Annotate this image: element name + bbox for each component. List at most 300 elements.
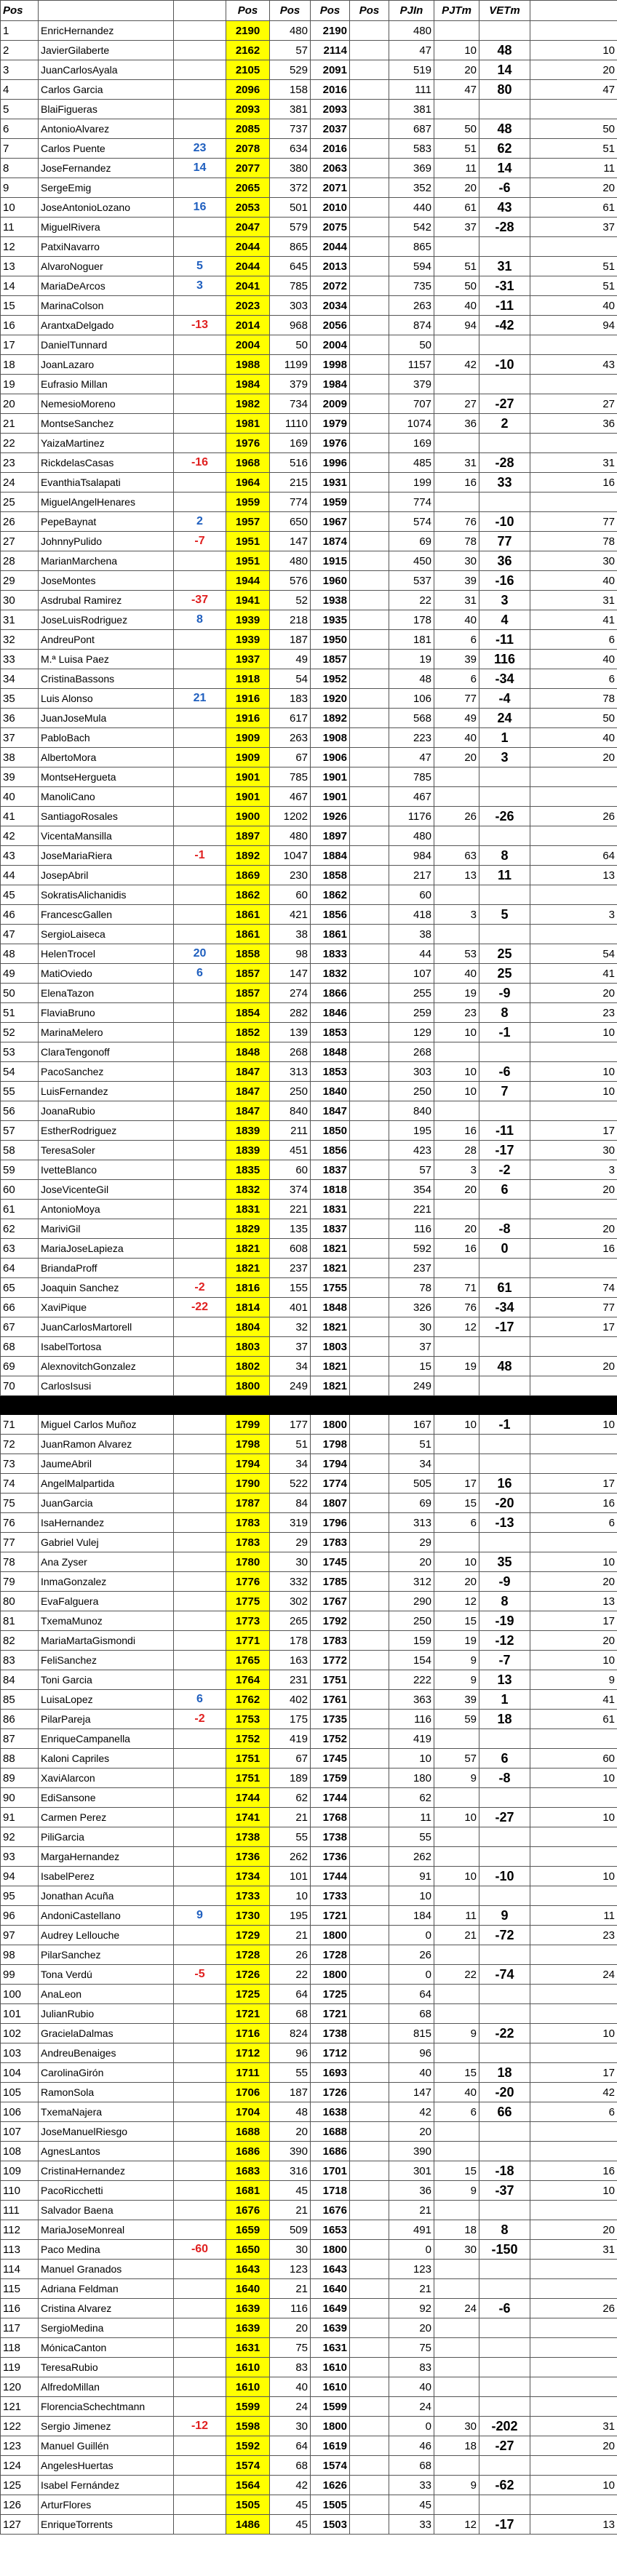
cell-elo: 1741 [226, 1808, 270, 1827]
cell-empty [350, 925, 389, 944]
cell-rank: 27 [1, 532, 39, 551]
cell-pj-total: 10 [530, 2181, 617, 2201]
cell-games: 390 [270, 2142, 311, 2161]
cell-elo: 1738 [226, 1827, 270, 1847]
cell-empty [350, 1651, 389, 1670]
cell-elo-prev: 1856 [311, 905, 350, 925]
cell-games-prev: 303 [389, 1062, 434, 1082]
cell-elo-prev: 1798 [311, 1435, 350, 1454]
cell-player-name: EnriqueTorrents [39, 2515, 174, 2535]
cell-empty [350, 787, 389, 807]
cell-games-prev: 480 [389, 21, 434, 41]
cell-player-name: ArantxaDelgado [39, 316, 174, 335]
cell-elo-prev: 1676 [311, 2201, 350, 2220]
cell-games: 650 [270, 512, 311, 532]
cell-empty [350, 1003, 389, 1023]
cell-pj-tm: 6 [434, 2102, 479, 2122]
cell-elo-prev: 1744 [311, 1788, 350, 1808]
cell-games: 98 [270, 944, 311, 964]
cell-pj-total: 20 [530, 1572, 617, 1592]
cell-games: 40 [270, 2377, 311, 2397]
cell-position-change: 21 [174, 689, 226, 709]
cell-rank: 45 [1, 885, 39, 905]
cell-player-name: CristinaBassons [39, 669, 174, 689]
cell-player-name: YaizaMartinez [39, 434, 174, 453]
cell-games: 155 [270, 1278, 311, 1298]
cell-pj-total [530, 2260, 617, 2279]
cell-elo: 1643 [226, 2260, 270, 2279]
cell-player-name: MargaHernandez [39, 1847, 174, 1867]
cell-pj-tm: 19 [434, 984, 479, 1003]
cell-empty [350, 1298, 389, 1317]
cell-ve-tm: 3 [479, 748, 530, 767]
cell-pj-total: 78 [530, 689, 617, 709]
cell-elo: 1916 [226, 709, 270, 728]
cell-elo: 1599 [226, 2397, 270, 2417]
cell-rank: 5 [1, 100, 39, 119]
cell-pj-tm: 39 [434, 571, 479, 591]
cell-games: 250 [270, 1082, 311, 1101]
cell-position-change [174, 1337, 226, 1357]
cell-pj-tm: 42 [434, 355, 479, 375]
cell-games-prev: 48 [389, 669, 434, 689]
cell-position-change [174, 1042, 226, 1062]
cell-player-name: SergioMedina [39, 2318, 174, 2338]
cell-games: 1047 [270, 846, 311, 866]
cell-rank: 103 [1, 2043, 39, 2063]
cell-ve-tm: 9 [479, 1906, 530, 1926]
cell-position-change [174, 748, 226, 767]
cell-elo: 1803 [226, 1337, 270, 1357]
cell-empty [350, 2004, 389, 2024]
cell-rank: 33 [1, 650, 39, 669]
cell-empty [350, 159, 389, 178]
cell-elo-prev: 1848 [311, 1298, 350, 1317]
cell-ve-tm [479, 1886, 530, 1906]
cell-empty [350, 1415, 389, 1435]
cell-elo: 1959 [226, 493, 270, 512]
cell-rank: 36 [1, 709, 39, 728]
header-pos-elo-prev: Pos [311, 1, 350, 21]
cell-position-change [174, 1926, 226, 1945]
cell-position-change [174, 1160, 226, 1180]
cell-position-change [174, 1827, 226, 1847]
cell-pj-tm: 18 [434, 2436, 479, 2456]
cell-player-name: AnaLeon [39, 1985, 174, 2004]
cell-ve-tm [479, 1454, 530, 1474]
cell-rank: 105 [1, 2083, 39, 2102]
cell-elo-prev: 1862 [311, 885, 350, 905]
table-row [1, 1278, 617, 1298]
cell-player-name: MariaDeArcos [39, 276, 174, 296]
cell-games-prev: 0 [389, 1965, 434, 1985]
cell-ve-tm: -11 [479, 296, 530, 316]
cell-empty [350, 276, 389, 296]
cell-empty [350, 748, 389, 767]
cell-empty [350, 905, 389, 925]
cell-games: 20 [270, 2318, 311, 2338]
cell-position-change: 6 [174, 964, 226, 984]
table-row [1, 2161, 617, 2181]
cell-elo: 1951 [226, 551, 270, 571]
cell-position-change [174, 2495, 226, 2515]
cell-elo-prev: 1745 [311, 1749, 350, 1768]
cell-elo: 1659 [226, 2220, 270, 2240]
cell-rank: 96 [1, 1906, 39, 1926]
cell-ve-tm [479, 1435, 530, 1454]
cell-pj-tm: 28 [434, 1141, 479, 1160]
cell-games: 169 [270, 434, 311, 453]
cell-ve-tm: -34 [479, 1298, 530, 1317]
table-row [1, 2279, 617, 2299]
cell-rank: 29 [1, 571, 39, 591]
cell-games-prev: 491 [389, 2220, 434, 2240]
cell-games-prev: 363 [389, 1690, 434, 1710]
cell-empty [350, 1847, 389, 1867]
cell-games: 617 [270, 709, 311, 728]
table-row [1, 139, 617, 159]
cell-pj-total [530, 335, 617, 355]
cell-elo-prev: 1874 [311, 532, 350, 551]
cell-player-name: PepeBaynat [39, 512, 174, 532]
cell-rank: 120 [1, 2377, 39, 2397]
table-row [1, 2436, 617, 2456]
cell-elo-prev: 1800 [311, 1965, 350, 1985]
cell-pj-tm [434, 2377, 479, 2397]
cell-position-change [174, 1259, 226, 1278]
cell-ve-tm: 80 [479, 80, 530, 100]
cell-elo-prev: 1721 [311, 1906, 350, 1926]
cell-rank: 2 [1, 41, 39, 60]
cell-games: 34 [270, 1357, 311, 1376]
cell-pj-tm: 30 [434, 2240, 479, 2260]
cell-pj-tm: 63 [434, 846, 479, 866]
cell-empty [350, 1906, 389, 1926]
cell-position-change [174, 866, 226, 885]
cell-pj-total [530, 2318, 617, 2338]
cell-games-prev: 262 [389, 1847, 434, 1867]
cell-games-prev: 184 [389, 1906, 434, 1926]
cell-games: 274 [270, 984, 311, 1003]
cell-position-change [174, 787, 226, 807]
table-row [1, 866, 617, 885]
table-row [1, 1415, 617, 1435]
cell-games: 30 [270, 2417, 311, 2436]
cell-position-change [174, 1552, 226, 1572]
cell-pj-tm [434, 787, 479, 807]
cell-position-change [174, 1867, 226, 1886]
cell-games: 101 [270, 1867, 311, 1886]
cell-rank: 8 [1, 159, 39, 178]
cell-position-change [174, 394, 226, 414]
cell-pj-tm: 21 [434, 1926, 479, 1945]
cell-games-prev: 50 [389, 335, 434, 355]
cell-elo-prev: 1755 [311, 1278, 350, 1298]
cell-ve-tm: 8 [479, 1592, 530, 1611]
cell-empty [350, 178, 389, 198]
cell-games-prev: 352 [389, 178, 434, 198]
cell-pj-total: 20 [530, 1357, 617, 1376]
cell-elo: 1939 [226, 630, 270, 650]
cell-games-prev: 379 [389, 375, 434, 394]
cell-rank: 115 [1, 2279, 39, 2299]
cell-games: 189 [270, 1768, 311, 1788]
cell-empty [350, 1337, 389, 1357]
cell-ve-tm: -1 [479, 1415, 530, 1435]
cell-games: 1110 [270, 414, 311, 434]
cell-elo-prev: 1861 [311, 925, 350, 944]
cell-pj-tm: 15 [434, 1494, 479, 1513]
header-last [530, 1, 617, 21]
cell-games: 75 [270, 2338, 311, 2358]
cell-games: 313 [270, 1062, 311, 1082]
cell-empty [350, 2043, 389, 2063]
cell-games-prev: 69 [389, 1494, 434, 1513]
cell-ve-tm: -42 [479, 316, 530, 335]
cell-ve-tm: 48 [479, 119, 530, 139]
cell-pj-tm [434, 2318, 479, 2338]
table-row [1, 1533, 617, 1552]
table-row [1, 551, 617, 571]
cell-elo-prev: 1892 [311, 709, 350, 728]
cell-pj-total: 17 [530, 1317, 617, 1337]
cell-elo: 2041 [226, 276, 270, 296]
cell-pj-total [530, 885, 617, 905]
cell-ve-tm: 18 [479, 2063, 530, 2083]
cell-elo-prev: 1599 [311, 2397, 350, 2417]
cell-rank: 66 [1, 1298, 39, 1317]
cell-ve-tm: -10 [479, 512, 530, 532]
cell-position-change: -22 [174, 1298, 226, 1317]
cell-elo: 2093 [226, 100, 270, 119]
cell-pj-tm: 47 [434, 80, 479, 100]
cell-games-prev: 290 [389, 1592, 434, 1611]
cell-position-change [174, 650, 226, 669]
cell-ve-tm: 8 [479, 2220, 530, 2240]
cell-elo-prev: 1984 [311, 375, 350, 394]
cell-games-prev: 20 [389, 2122, 434, 2142]
cell-rank: 50 [1, 984, 39, 1003]
cell-position-change [174, 1023, 226, 1042]
cell-rank: 23 [1, 453, 39, 473]
cell-position-change [174, 2142, 226, 2161]
cell-elo: 1726 [226, 1965, 270, 1985]
cell-rank: 80 [1, 1592, 39, 1611]
cell-player-name: Joaquin Sanchez [39, 1278, 174, 1298]
table-row [1, 1435, 617, 1454]
cell-ve-tm [479, 237, 530, 257]
cell-elo: 1736 [226, 1847, 270, 1867]
cell-pj-tm [434, 1376, 479, 1396]
cell-ve-tm: 66 [479, 2102, 530, 2122]
cell-elo-prev: 1503 [311, 2515, 350, 2535]
cell-ve-tm: -8 [479, 1219, 530, 1239]
cell-games: 221 [270, 1200, 311, 1219]
cell-ve-tm [479, 1827, 530, 1847]
cell-pj-total [530, 2004, 617, 2024]
cell-position-change [174, 984, 226, 1003]
cell-elo: 1984 [226, 375, 270, 394]
cell-rank: 4 [1, 80, 39, 100]
cell-pj-total: 37 [530, 218, 617, 237]
cell-elo: 1909 [226, 748, 270, 767]
cell-games-prev: 263 [389, 296, 434, 316]
cell-position-change [174, 767, 226, 787]
cell-rank: 44 [1, 866, 39, 885]
cell-games-prev: 250 [389, 1611, 434, 1631]
cell-player-name: MarinaMelero [39, 1023, 174, 1042]
cell-pj-total [530, 434, 617, 453]
cell-elo: 1771 [226, 1631, 270, 1651]
cell-ve-tm [479, 1985, 530, 2004]
cell-pj-total: 10 [530, 1867, 617, 1886]
cell-pj-total: 31 [530, 591, 617, 610]
cell-ve-tm: 11 [479, 866, 530, 885]
cell-elo-prev: 1693 [311, 2063, 350, 2083]
cell-pj-tm: 51 [434, 257, 479, 276]
cell-elo: 1730 [226, 1906, 270, 1926]
table-row [1, 1670, 617, 1690]
cell-empty [350, 826, 389, 846]
cell-player-name: ArturFlores [39, 2495, 174, 2515]
cell-pj-total [530, 237, 617, 257]
cell-empty [350, 375, 389, 394]
cell-elo-prev: 1846 [311, 1003, 350, 1023]
cell-ve-tm: -27 [479, 1808, 530, 1827]
cell-player-name: EdiSansone [39, 1788, 174, 1808]
cell-games-prev: 40 [389, 2377, 434, 2397]
cell-games-prev: 78 [389, 1278, 434, 1298]
cell-games: 57 [270, 41, 311, 60]
cell-position-change [174, 1474, 226, 1494]
cell-position-change [174, 1082, 226, 1101]
table-row [1, 2142, 617, 2161]
cell-games-prev: 480 [389, 826, 434, 846]
cell-games: 501 [270, 198, 311, 218]
cell-ve-tm: 33 [479, 473, 530, 493]
cell-empty [350, 355, 389, 375]
cell-empty [350, 21, 389, 41]
cell-empty [350, 944, 389, 964]
cell-games-prev: 22 [389, 591, 434, 610]
cell-games-prev: 40 [389, 2063, 434, 2083]
cell-position-change [174, 1239, 226, 1259]
cell-position-change [174, 1454, 226, 1474]
cell-ve-tm [479, 335, 530, 355]
cell-games-prev: 419 [389, 1729, 434, 1749]
cell-pj-total [530, 1827, 617, 1847]
cell-player-name: MariaMartaGismondi [39, 1631, 174, 1651]
cell-elo-prev: 2010 [311, 198, 350, 218]
cell-games-prev: 107 [389, 964, 434, 984]
cell-player-name: FrancescGallen [39, 905, 174, 925]
cell-empty [350, 1435, 389, 1454]
cell-pj-tm [434, 885, 479, 905]
cell-ve-tm: -12 [479, 1631, 530, 1651]
cell-ve-tm [479, 787, 530, 807]
cell-ve-tm: 14 [479, 60, 530, 80]
cell-empty [350, 1219, 389, 1239]
cell-player-name: JohnnyPulido [39, 532, 174, 551]
cell-empty [350, 296, 389, 316]
cell-pj-tm: 53 [434, 944, 479, 964]
cell-player-name: Manuel Granados [39, 2260, 174, 2279]
cell-player-name: AlvaroNoguer [39, 257, 174, 276]
cell-games: 1199 [270, 355, 311, 375]
cell-rank: 84 [1, 1670, 39, 1690]
cell-player-name: Tona Verdú [39, 1965, 174, 1985]
cell-player-name: BriandaProff [39, 1259, 174, 1278]
cell-pj-total: 10 [530, 1768, 617, 1788]
cell-position-change [174, 1847, 226, 1867]
cell-pj-total [530, 21, 617, 41]
cell-pj-total: 3 [530, 1160, 617, 1180]
cell-games: 516 [270, 453, 311, 473]
cell-empty [350, 669, 389, 689]
cell-ve-tm: 1 [479, 728, 530, 748]
cell-pj-total [530, 1985, 617, 2004]
table-row [1, 218, 617, 237]
cell-pj-total: 6 [530, 1513, 617, 1533]
cell-games-prev: 485 [389, 453, 434, 473]
cell-pj-total [530, 1200, 617, 1219]
table-row [1, 1317, 617, 1337]
cell-elo: 1816 [226, 1278, 270, 1298]
cell-player-name: JuanRamon Alvarez [39, 1435, 174, 1454]
cell-elo: 1858 [226, 944, 270, 964]
cell-ve-tm: -26 [479, 807, 530, 826]
cell-games: 968 [270, 316, 311, 335]
cell-pj-tm [434, 2260, 479, 2279]
cell-ve-tm [479, 2358, 530, 2377]
cell-empty [350, 610, 389, 630]
cell-player-name: MariaJoseMonreal [39, 2220, 174, 2240]
cell-elo-prev: 1821 [311, 1317, 350, 1337]
cell-empty [350, 885, 389, 905]
cell-games-prev: 313 [389, 1513, 434, 1533]
cell-elo-prev: 1610 [311, 2377, 350, 2397]
cell-ve-tm: 4 [479, 610, 530, 630]
cell-player-name: MiguelRivera [39, 218, 174, 237]
cell-pj-total: 10 [530, 1082, 617, 1101]
cell-games: 64 [270, 2436, 311, 2456]
cell-pj-total: 20 [530, 2220, 617, 2240]
table-row [1, 1788, 617, 1808]
cell-position-change [174, 2004, 226, 2024]
cell-position-change [174, 41, 226, 60]
cell-elo: 2078 [226, 139, 270, 159]
cell-player-name: PilarPareja [39, 1710, 174, 1729]
cell-player-name: MarinaColson [39, 296, 174, 316]
cell-elo-prev: 1908 [311, 728, 350, 748]
cell-player-name: SokratisAlichanidis [39, 885, 174, 905]
cell-pj-tm [434, 237, 479, 257]
table-row [1, 1513, 617, 1533]
cell-games: 20 [270, 2122, 311, 2142]
table-row [1, 2299, 617, 2318]
cell-games-prev: 440 [389, 198, 434, 218]
cell-elo-prev: 1833 [311, 944, 350, 964]
cell-position-change [174, 1592, 226, 1611]
cell-games: 268 [270, 1042, 311, 1062]
cell-player-name: JosepAbril [39, 866, 174, 885]
table-row [1, 2063, 617, 2083]
cell-games: 231 [270, 1670, 311, 1690]
cell-pj-total: 51 [530, 257, 617, 276]
cell-rank: 25 [1, 493, 39, 512]
cell-games-prev: 111 [389, 80, 434, 100]
cell-elo-prev: 1915 [311, 551, 350, 571]
